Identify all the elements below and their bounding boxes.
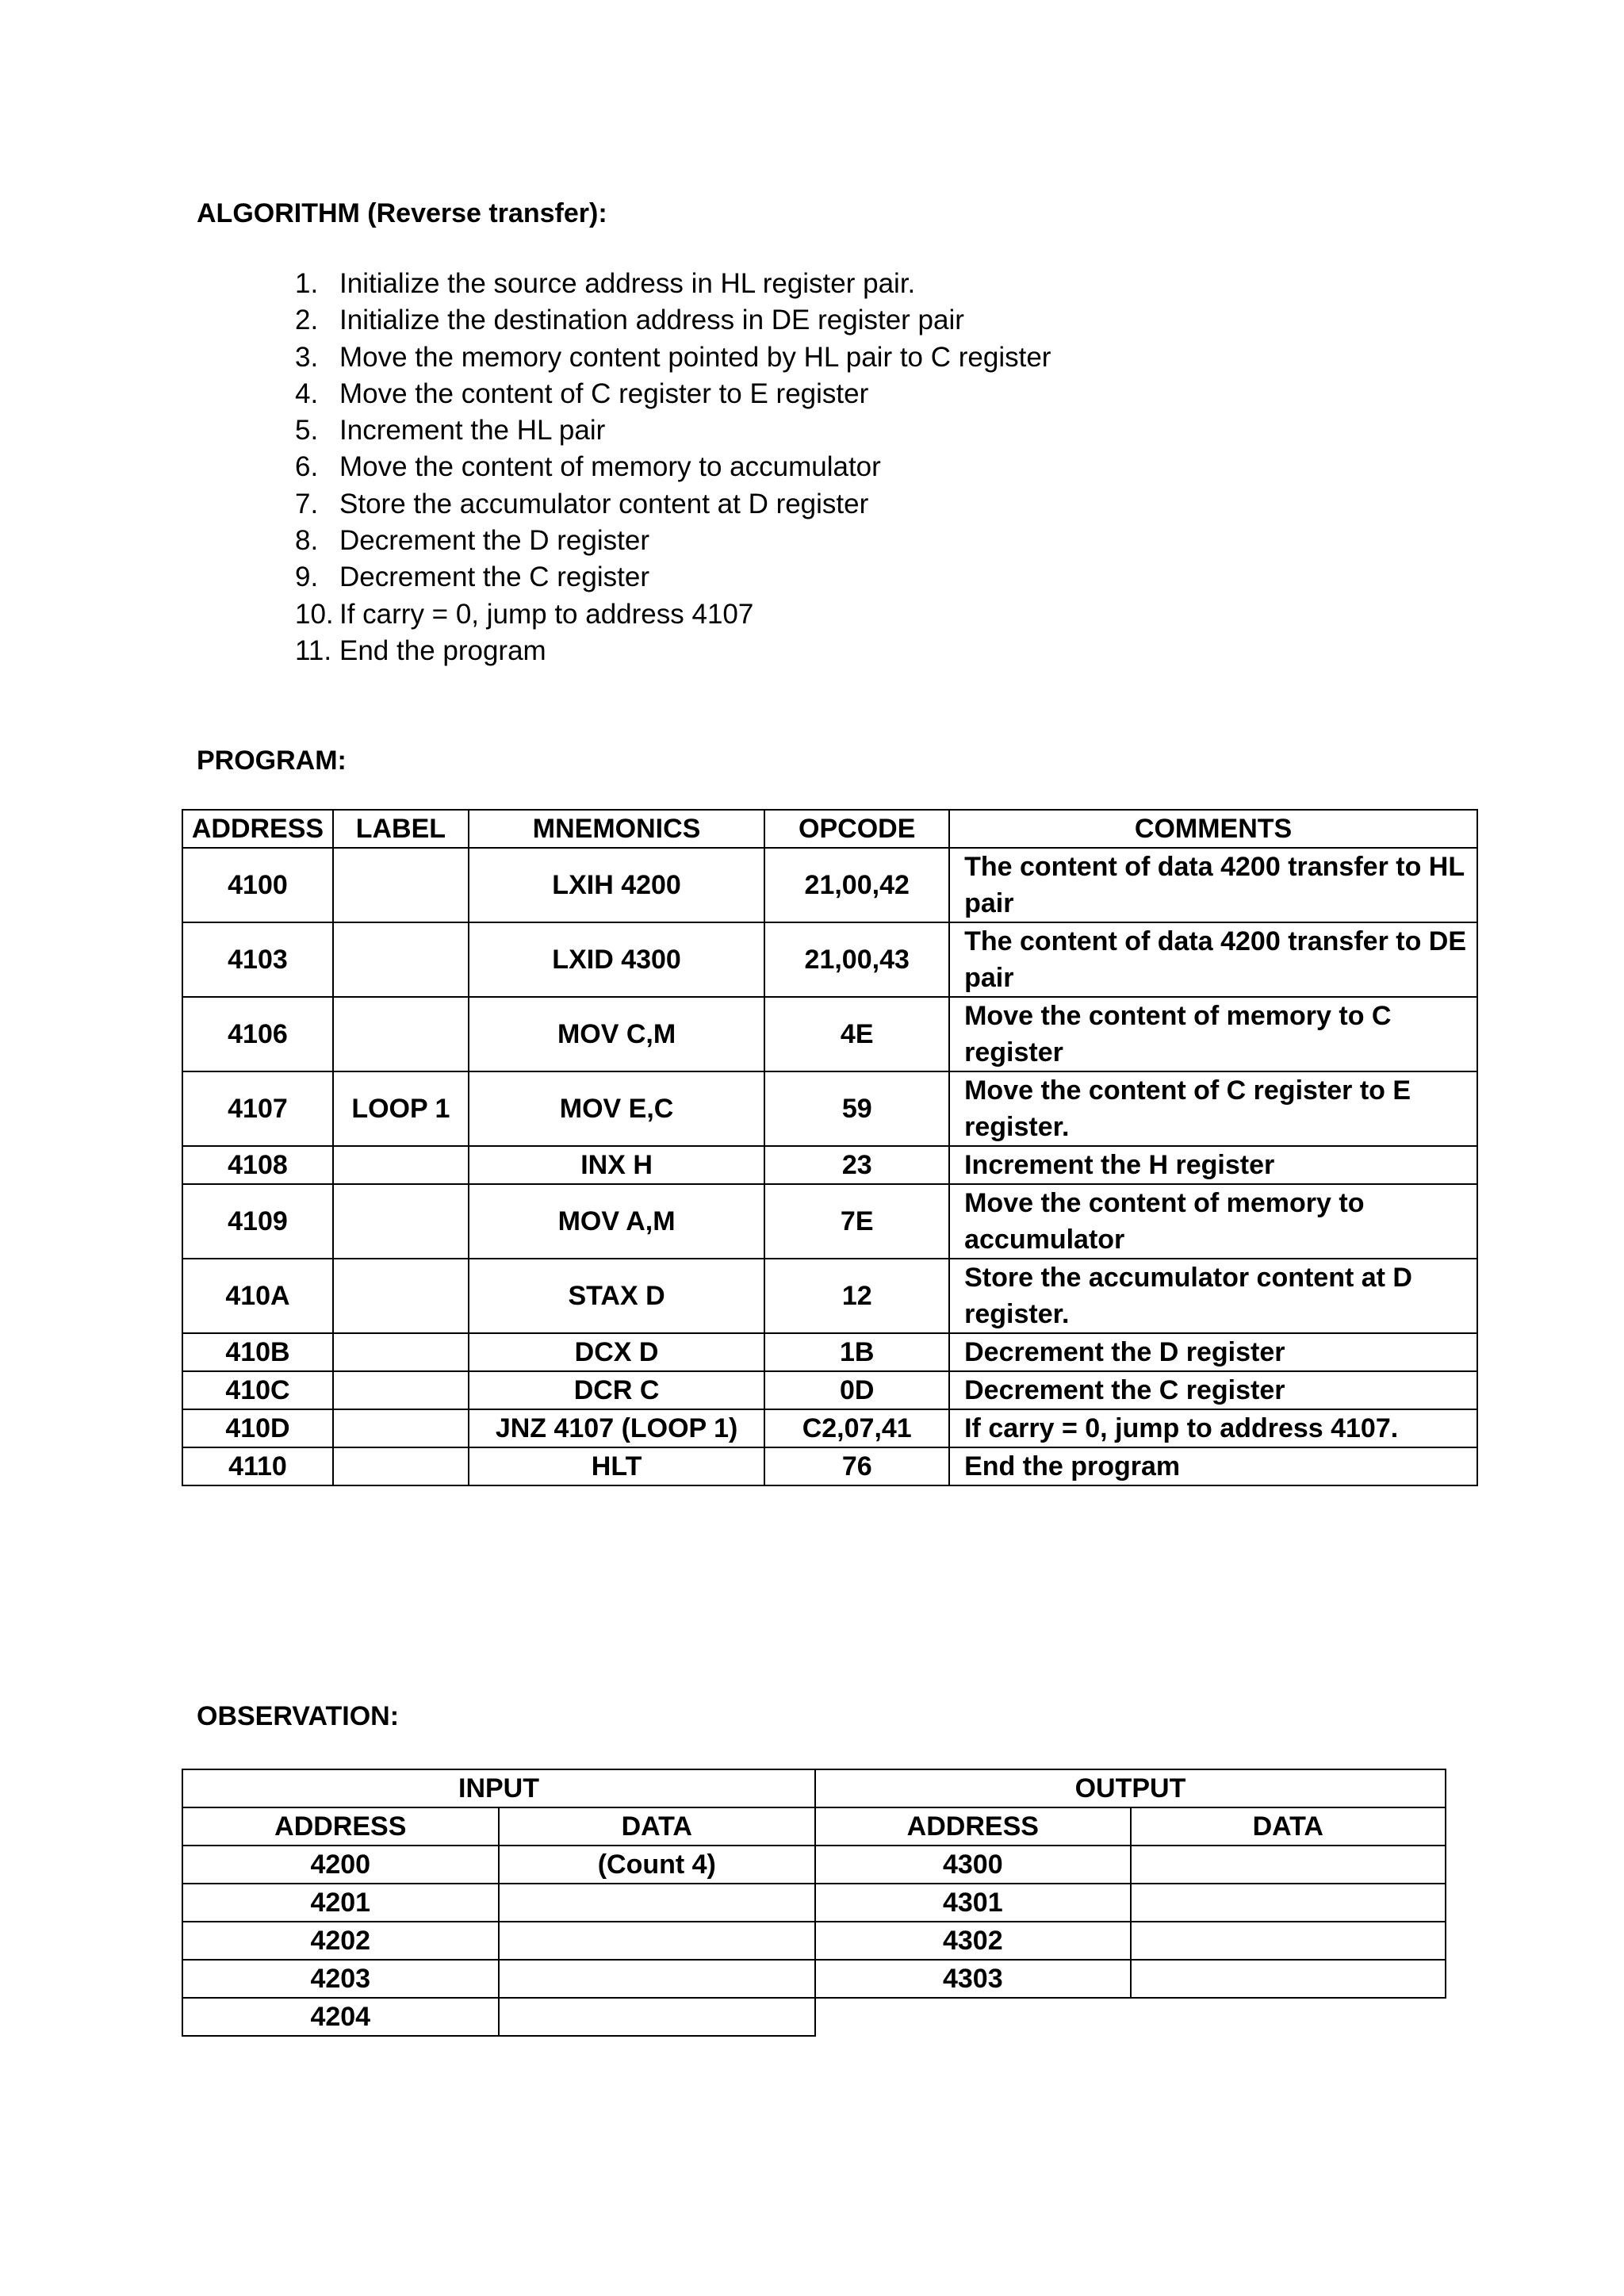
program-heading: PROGRAM:	[197, 746, 347, 776]
mnemonic-cell: MOV C,M	[469, 997, 765, 1071]
column-header-label: LABEL	[333, 810, 469, 848]
observation-group-row	[182, 1769, 1446, 1807]
comment-cell: The content of data 4200 transfer to DE pair	[949, 922, 1477, 997]
table-row	[182, 1922, 1446, 1960]
address-cell: 4106	[182, 997, 333, 1071]
output-data-cell	[1131, 1922, 1446, 1960]
input-data-cell	[499, 1960, 815, 1998]
algorithm-step: 6. Move the content of memory to accumulator	[295, 451, 881, 483]
comment-cell: Move the content of memory to C register	[949, 997, 1477, 1071]
table-row	[182, 922, 1477, 997]
opcode-cell: 76	[764, 1447, 949, 1485]
table-row	[182, 997, 1477, 1071]
observation-table	[182, 1769, 1446, 2037]
label-cell	[333, 997, 469, 1071]
table-row	[182, 1409, 1477, 1447]
label-cell	[333, 1184, 469, 1259]
table-row	[182, 848, 1477, 922]
address-cell: 410A	[182, 1259, 333, 1333]
input-address-cell: 4203	[182, 1960, 499, 1998]
input-data-cell: (Count 4)	[499, 1846, 815, 1884]
address-cell: 410D	[182, 1409, 333, 1447]
address-cell: 4100	[182, 848, 333, 922]
address-cell: 4110	[182, 1447, 333, 1485]
mnemonic-cell: STAX D	[469, 1259, 765, 1333]
input-address-cell: 4202	[182, 1922, 499, 1960]
algorithm-step: 9. Decrement the C register	[295, 562, 649, 593]
input-address-cell: 4204	[182, 1998, 499, 2036]
observation-heading: OBSERVATION:	[197, 1701, 400, 1731]
algorithm-step: 5. Increment the HL pair	[295, 415, 606, 447]
output-address-header: ADDRESS	[815, 1807, 1131, 1846]
comment-cell: If carry = 0, jump to address 4107.	[949, 1409, 1477, 1447]
mnemonic-cell: LXIH 4200	[469, 848, 765, 922]
mnemonic-cell: JNZ 4107 (LOOP 1)	[469, 1409, 765, 1447]
opcode-cell: C2,07,41	[764, 1409, 949, 1447]
table-row	[182, 1333, 1477, 1371]
label-cell	[333, 848, 469, 922]
algorithm-step: 10. If carry = 0, jump to address 4107	[295, 598, 754, 630]
algorithm-heading: ALGORITHM (Reverse transfer):	[197, 198, 607, 228]
input-data-cell	[499, 1922, 815, 1960]
input-address-cell: 4200	[182, 1846, 499, 1884]
observation-header-row	[182, 1807, 1446, 1846]
algorithm-step: 3. Move the memory content pointed by HL pair to C register	[295, 341, 1051, 373]
mnemonic-cell: DCX D	[469, 1333, 765, 1371]
empty-space	[815, 1998, 1446, 2036]
table-row	[182, 1184, 1477, 1259]
label-cell	[333, 1447, 469, 1485]
opcode-cell: 7E	[764, 1184, 949, 1259]
opcode-cell: 12	[764, 1259, 949, 1333]
table-row	[182, 1960, 1446, 1998]
output-address-cell: 4302	[815, 1922, 1131, 1960]
table-row	[182, 1884, 1446, 1922]
table-row	[182, 1998, 1446, 2036]
input-data-cell	[499, 1884, 815, 1922]
table-row	[182, 1846, 1446, 1884]
output-address-cell: 4303	[815, 1960, 1131, 1998]
mnemonic-cell: MOV A,M	[469, 1184, 765, 1259]
program-header-row	[182, 810, 1477, 848]
comment-cell: Store the accumulator content at D register.	[949, 1259, 1477, 1333]
label-cell	[333, 1146, 469, 1184]
table-row	[182, 1259, 1477, 1333]
input-data-cell	[499, 1998, 815, 2036]
algorithm-step: 8. Decrement the D register	[295, 525, 649, 557]
address-cell: 4103	[182, 922, 333, 997]
comment-cell: Move the content of C register to E register.	[949, 1071, 1477, 1146]
address-cell: 4108	[182, 1146, 333, 1184]
input-address-header: ADDRESS	[182, 1807, 499, 1846]
output-address-cell: 4300	[815, 1846, 1131, 1884]
output-data-cell	[1131, 1846, 1446, 1884]
comment-cell: Decrement the D register	[949, 1333, 1477, 1371]
label-cell	[333, 1333, 469, 1371]
algorithm-step: 4. Move the content of C register to E register	[295, 378, 869, 409]
label-cell: LOOP 1	[333, 1071, 469, 1146]
address-cell: 4107	[182, 1071, 333, 1146]
mnemonic-cell: MOV E,C	[469, 1071, 765, 1146]
opcode-cell: 1B	[764, 1333, 949, 1371]
opcode-cell: 59	[764, 1071, 949, 1146]
comment-cell: Decrement the C register	[949, 1371, 1477, 1409]
table-row	[182, 1071, 1477, 1146]
output-data-header: DATA	[1131, 1807, 1446, 1846]
algorithm-step: 1. Initialize the source address in HL register pair.	[295, 268, 916, 299]
comment-cell: Increment the H register	[949, 1146, 1477, 1184]
mnemonic-cell: DCR C	[469, 1371, 765, 1409]
mnemonic-cell: INX H	[469, 1146, 765, 1184]
output-title: OUTPUT	[815, 1769, 1446, 1807]
output-data-cell	[1131, 1884, 1446, 1922]
label-cell	[333, 1259, 469, 1333]
label-cell	[333, 1371, 469, 1409]
input-address-cell: 4201	[182, 1884, 499, 1922]
address-cell: 410C	[182, 1371, 333, 1409]
column-header-address: ADDRESS	[182, 810, 333, 848]
algorithm-step: 7. Store the accumulator content at D register	[295, 488, 869, 519]
output-address-cell: 4301	[815, 1884, 1131, 1922]
comment-cell: Move the content of memory to accumulator	[949, 1184, 1477, 1259]
opcode-cell: 23	[764, 1146, 949, 1184]
column-header-opcode: OPCODE	[764, 810, 949, 848]
opcode-cell: 21,00,43	[764, 922, 949, 997]
algorithm-step: 11. End the program	[295, 634, 546, 666]
mnemonic-cell: LXID 4300	[469, 922, 765, 997]
algorithm-step: 2. Initialize the destination address in DE register pair	[295, 305, 964, 336]
opcode-cell: 0D	[764, 1371, 949, 1409]
opcode-cell: 21,00,42	[764, 848, 949, 922]
table-row	[182, 1371, 1477, 1409]
program-table	[182, 809, 1478, 1486]
input-data-header: DATA	[499, 1807, 815, 1846]
algorithm-steps	[295, 266, 1051, 669]
opcode-cell: 4E	[764, 997, 949, 1071]
column-header-mnemonics: MNEMONICS	[469, 810, 765, 848]
input-title: INPUT	[182, 1769, 815, 1807]
comment-cell: End the program	[949, 1447, 1477, 1485]
table-row	[182, 1447, 1477, 1485]
mnemonic-cell: HLT	[469, 1447, 765, 1485]
comment-cell: The content of data 4200 transfer to HL pair	[949, 848, 1477, 922]
column-header-comments: COMMENTS	[949, 810, 1477, 848]
address-cell: 410B	[182, 1333, 333, 1371]
address-cell: 4109	[182, 1184, 333, 1259]
table-row	[182, 1146, 1477, 1184]
output-data-cell	[1131, 1960, 1446, 1998]
label-cell	[333, 1409, 469, 1447]
label-cell	[333, 922, 469, 997]
